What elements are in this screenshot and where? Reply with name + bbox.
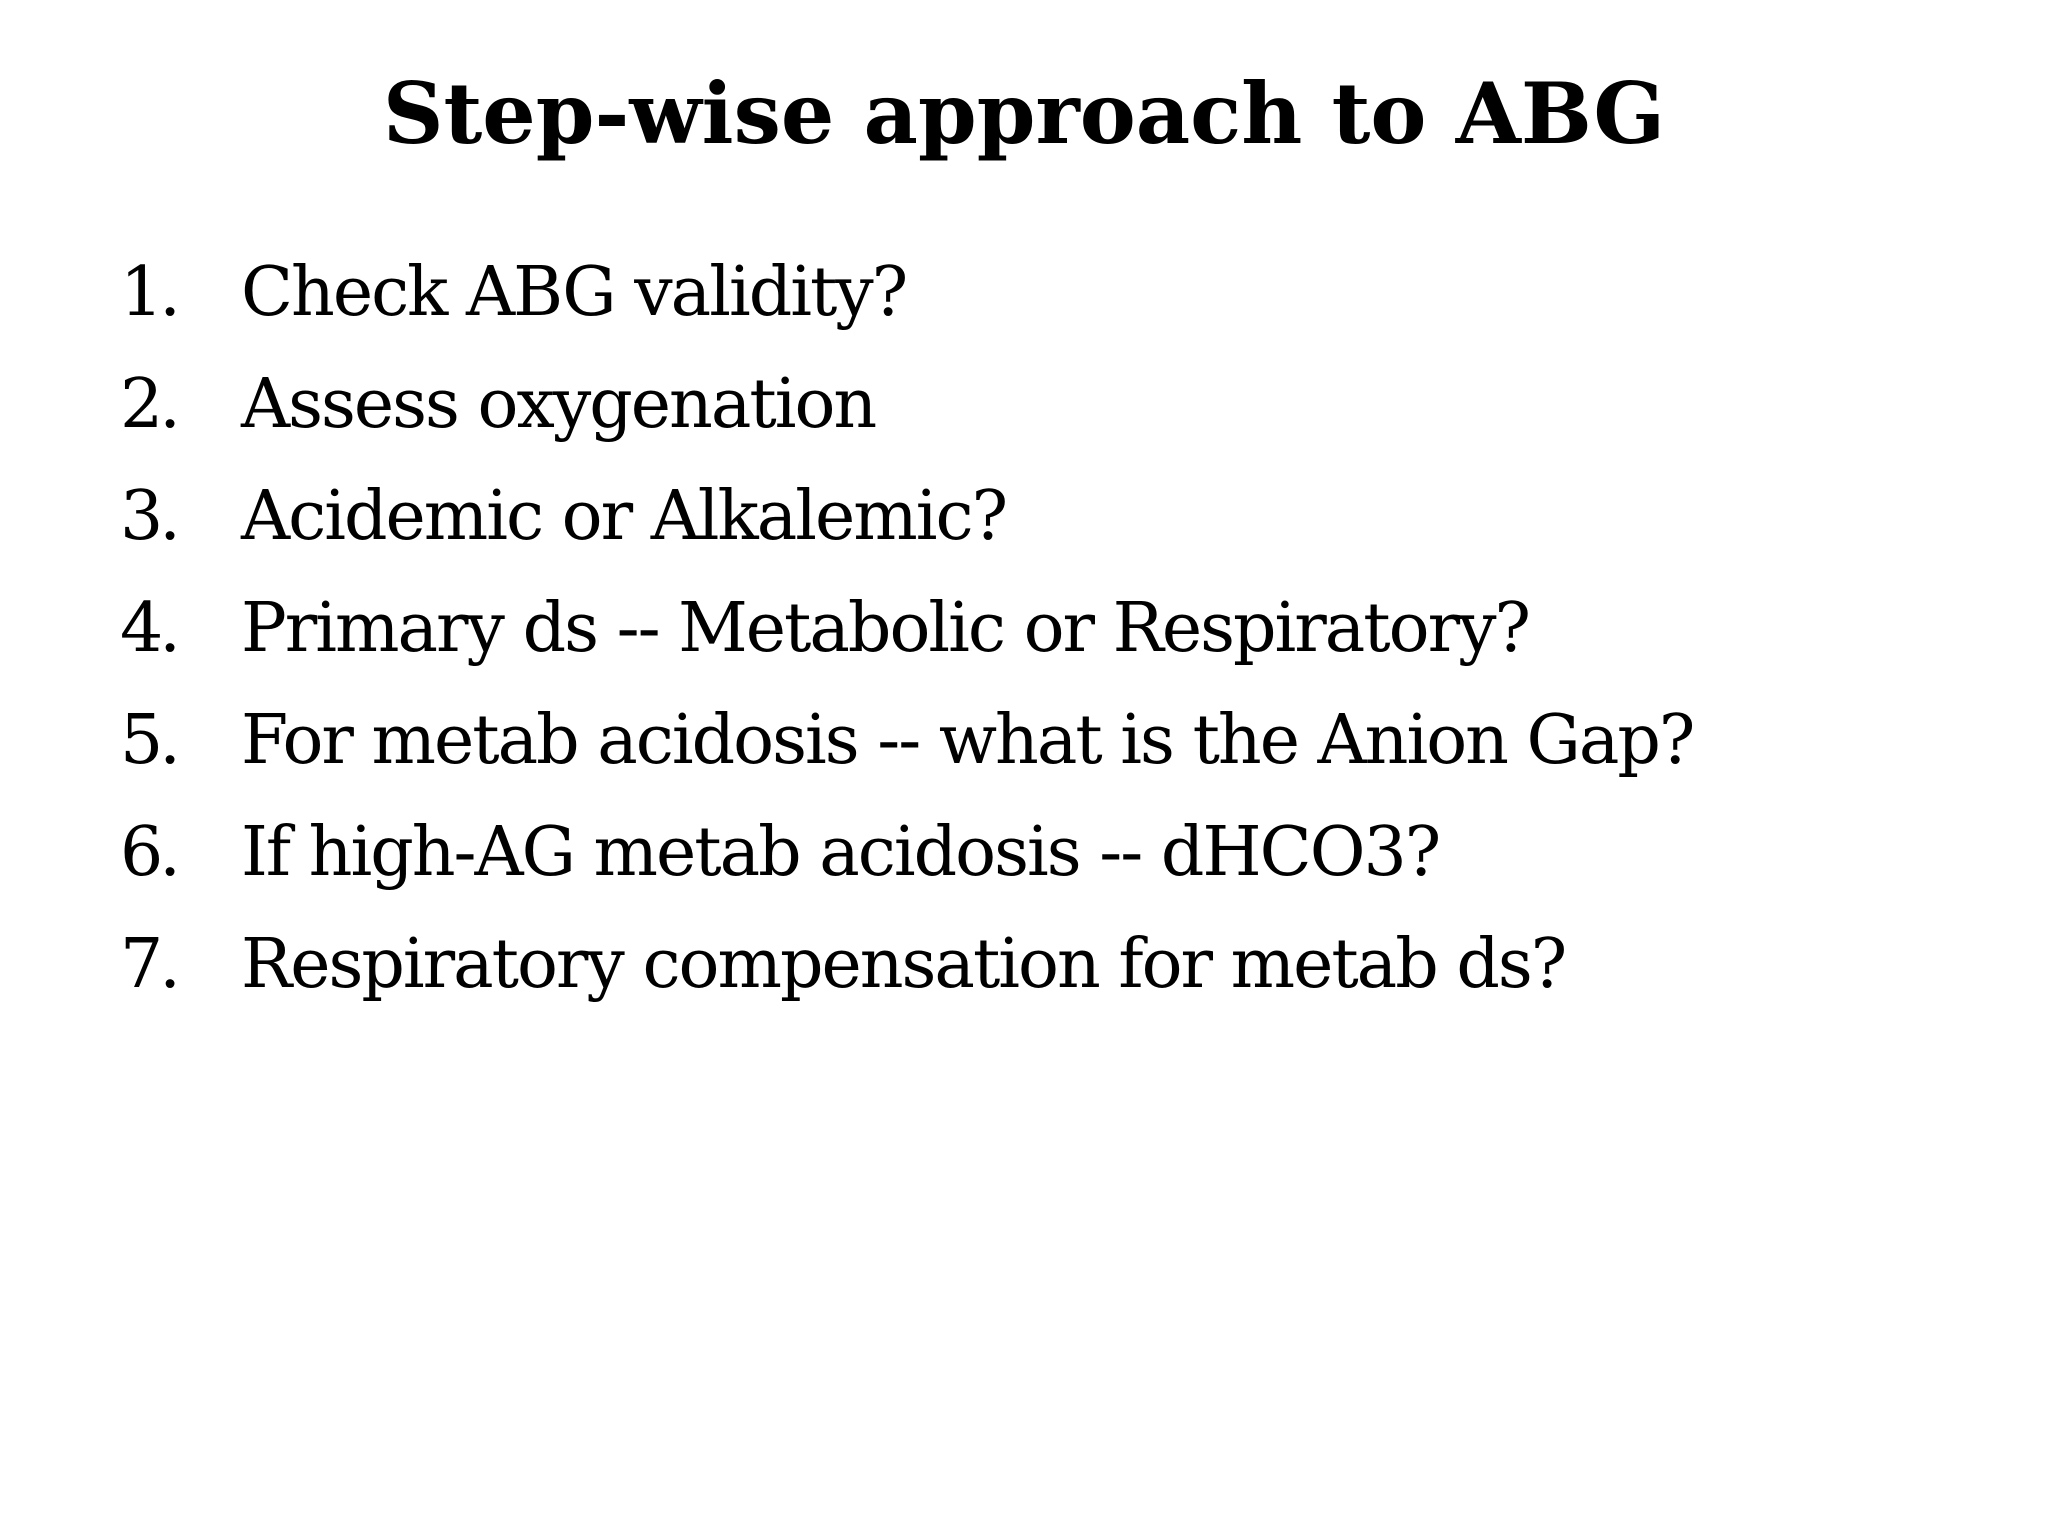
step-text: Assess oxygenation: [241, 365, 876, 444]
step-text: If high-AG metab acidosis -- dHCO3?: [241, 813, 1440, 892]
step-number: 1.: [120, 253, 177, 332]
list-item: [120, 349, 1693, 461]
list-item: [120, 461, 1693, 573]
step-number: 3.: [120, 477, 177, 556]
step-number: 4.: [120, 589, 177, 668]
list-item: [120, 685, 1693, 797]
step-text: For metab acidosis -- what is the Anion Gap?: [241, 701, 1694, 780]
step-text: Respiratory compensation for metab ds?: [241, 925, 1566, 1004]
slide-title: Step-wise approach to ABG: [382, 64, 1666, 163]
step-number: 6.: [120, 813, 177, 892]
list-item: [120, 237, 1693, 349]
step-list: [120, 237, 1693, 1021]
step-text: Acidemic or Alkalemic?: [241, 477, 1007, 556]
list-item: [120, 573, 1693, 685]
step-text: Check ABG validity?: [241, 253, 907, 332]
list-item: [120, 797, 1693, 909]
step-number: 7.: [120, 925, 177, 1004]
step-number: 5.: [120, 701, 177, 780]
list-item: [120, 909, 1693, 1021]
step-number: 2.: [120, 365, 177, 444]
step-text: Primary ds -- Metabolic or Respiratory?: [241, 589, 1529, 668]
